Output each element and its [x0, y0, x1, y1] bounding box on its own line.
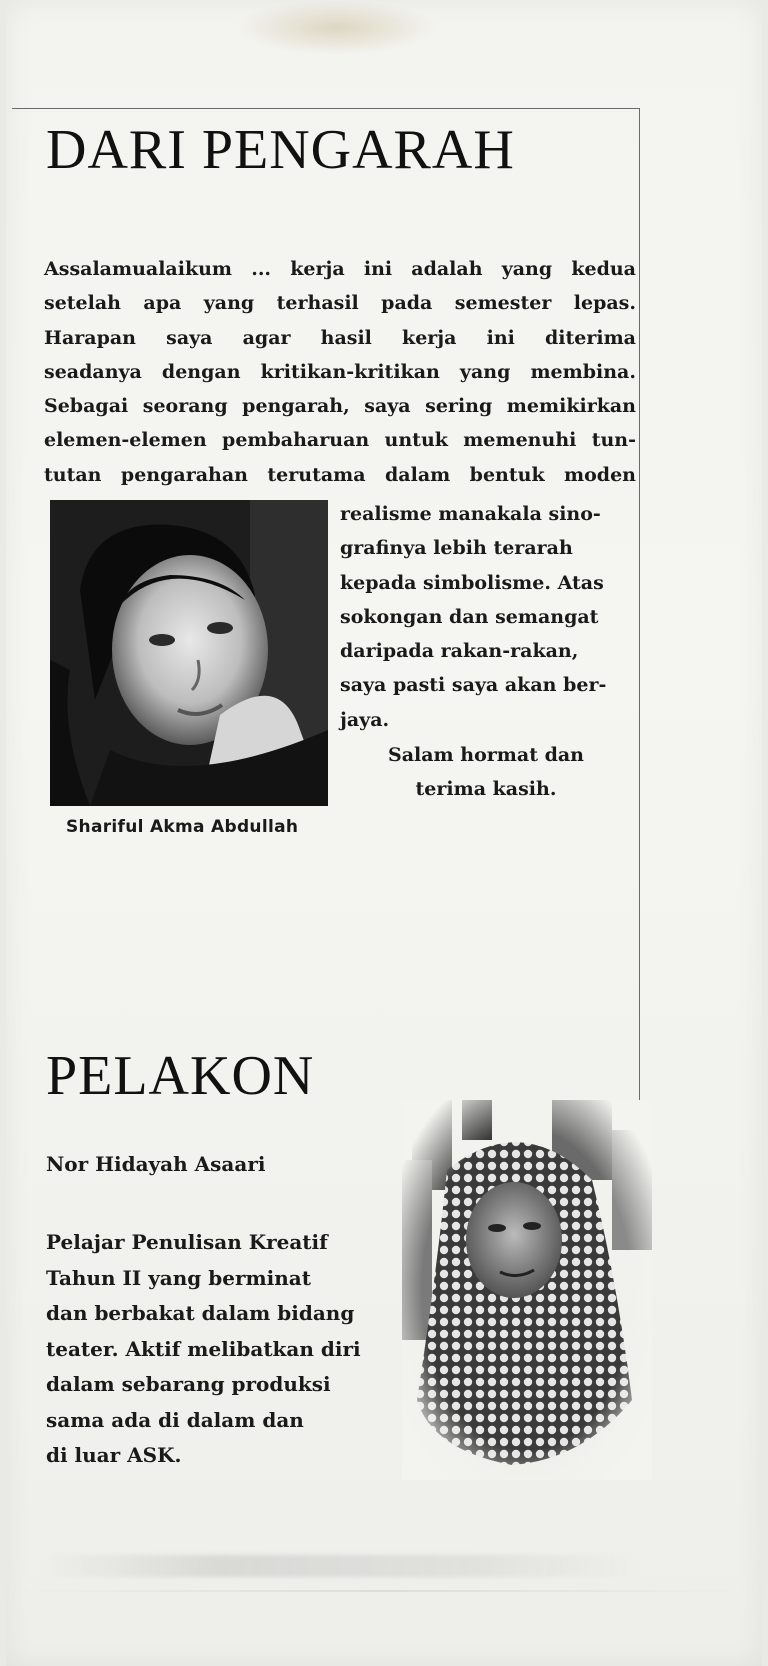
bio-line: Pelajar Penulisan Kreatif	[46, 1230, 328, 1254]
message-line: kepada simbolisme. Atas	[340, 571, 604, 594]
closing-line: terima kasih.	[415, 778, 557, 800]
message-line: realisme manakala sino-	[340, 503, 601, 525]
bio-line: sama ada di dalam dan	[46, 1407, 304, 1432]
message-line: Sebagai seorang pengarah, saya sering memikirkan	[44, 395, 636, 418]
actor-portrait-graphic	[402, 1100, 652, 1480]
closing-greeting	[366, 738, 606, 806]
message-line: jaya.	[340, 708, 390, 731]
director-message-continued	[340, 497, 636, 737]
message-line: saya pasti saya akan ber-	[340, 674, 607, 697]
message-line: elemen-elemen pembaharuan untuk memenuhi tun-	[44, 429, 636, 452]
bio-line: dan berbakat dalam bidang	[46, 1301, 355, 1325]
bio-line: dalam sebarang produksi	[46, 1372, 331, 1396]
message-line: grafinya lebih terarah	[340, 537, 573, 560]
faded-print-strip	[40, 1555, 640, 1577]
director-message	[44, 252, 636, 492]
director-portrait-graphic	[50, 500, 328, 806]
director-photo	[50, 500, 328, 806]
bio-line: teater. Aktif melibatkan diri	[46, 1336, 361, 1361]
message-line: tutan pengarahan terutama dalam bentuk moden	[44, 463, 636, 486]
closing-line: Salam hormat dan	[388, 744, 584, 766]
message-line: Assalamualaikum ... kerja ini adalah yang kedua	[44, 258, 636, 280]
fold-crease	[6, 1590, 762, 1592]
director-photo-caption: Shariful Akma Abdullah	[66, 817, 299, 837]
message-line: sokongan dan semangat	[340, 605, 599, 628]
message-line: Harapan saya agar hasil kerja ini diterima	[44, 326, 636, 349]
actor-name: Nor Hidayah Asaari	[46, 1152, 266, 1176]
message-line: seadanya dengan kritikan-kritikan yang membina.	[44, 360, 636, 383]
actor-bio	[46, 1225, 406, 1474]
director-heading: DARI PENGARAH	[46, 119, 515, 181]
bio-line: Tahun II yang berminat	[46, 1265, 311, 1290]
actor-photo	[402, 1100, 652, 1480]
bio-line: di luar ASK.	[46, 1443, 182, 1467]
paper-stain	[236, 0, 436, 55]
cast-heading: PELAKON	[46, 1045, 315, 1107]
message-line: setelah apa yang terhasil pada semester lepas.	[44, 292, 636, 315]
message-line: daripada rakan-rakan,	[340, 640, 579, 663]
